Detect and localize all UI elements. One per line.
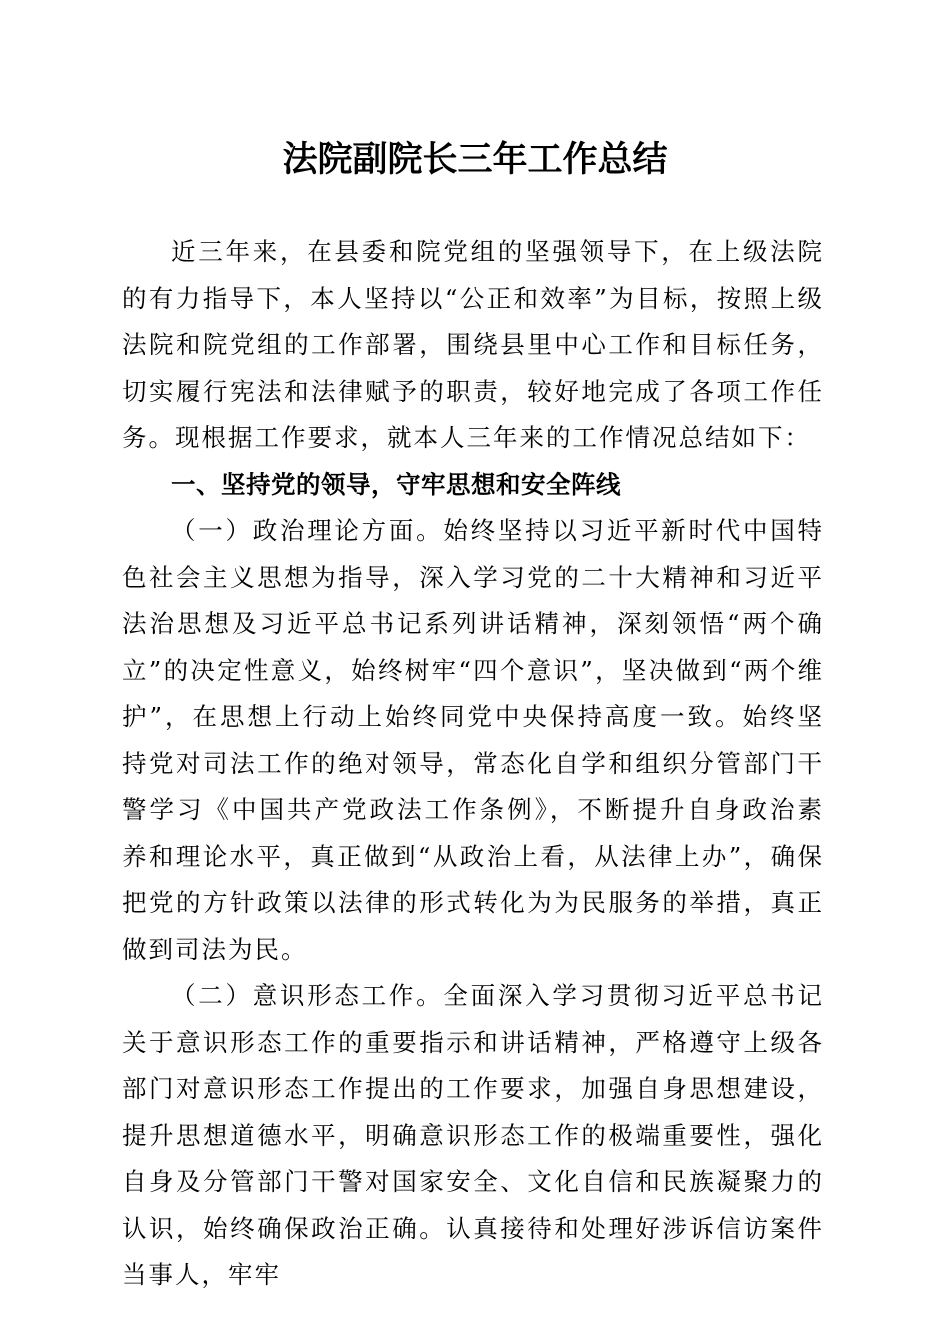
section-heading: 一、坚持党的领导，守牢思想和安全阵线 xyxy=(171,469,621,499)
subsection-text-2: 全面深入学习贯彻习近平总书记关于意识形态工作的重要指示和讲话精神，严格遵守上级各部门对意识形态工作提出的工作要求，加强自身思想建设，提升思想道德水平，明确意识形态工作的极端重要性，强化自身及分管部门干警对国家安全、文化自信和民族凝聚力的认识，始终确保政治正确。认真接待和处理好涉诉信访案件当事人，牢牢 xyxy=(122,981,824,1289)
subsection-lead-2: （二）意识形态工作。 xyxy=(171,981,444,1010)
subsection-paragraph-1 xyxy=(122,508,824,973)
subsection-text-1: 始终坚持以习近平新时代中国特色社会主义思想为指导，深入学习党的二十大精神和习近平法治思想及习近平总书记系列讲话精神，深刻领悟“两个确立”的决定性意义，始终树牢“四个意识”，坚决做到“两个维护”，在思想上行动上始终同党中央保持高度一致。始终坚持党对司法工作的绝对领导，常态化自学和组织分管部门干警学习《中国共产党政法工作条例》，不断提升自身政治素养和理论水平，真正做到“从政治上看，从法律上办”，确保把党的方针政策以法律的形式转化为为民服务的举措，真正做到司法为民。 xyxy=(122,516,824,964)
subsection-lead-1: （一）政治理论方面。 xyxy=(171,516,444,545)
subsection-paragraph-2 xyxy=(122,973,824,1299)
document-title: 法院副院长三年工作总结 xyxy=(282,139,668,180)
intro-paragraph: 近三年来，在县委和院党组的坚强领导下，在上级法院的有力指导下，本人坚持以“公正和效率”为目标，按照上级法院和院党组的工作部署，围绕县里中心工作和目标任务，切实履行宪法和法律赋予的职责，较好地完成了各项工作任务。现根据工作要求，就本人三年来的工作情况总结如下： xyxy=(122,237,824,452)
document-body xyxy=(122,229,824,1299)
